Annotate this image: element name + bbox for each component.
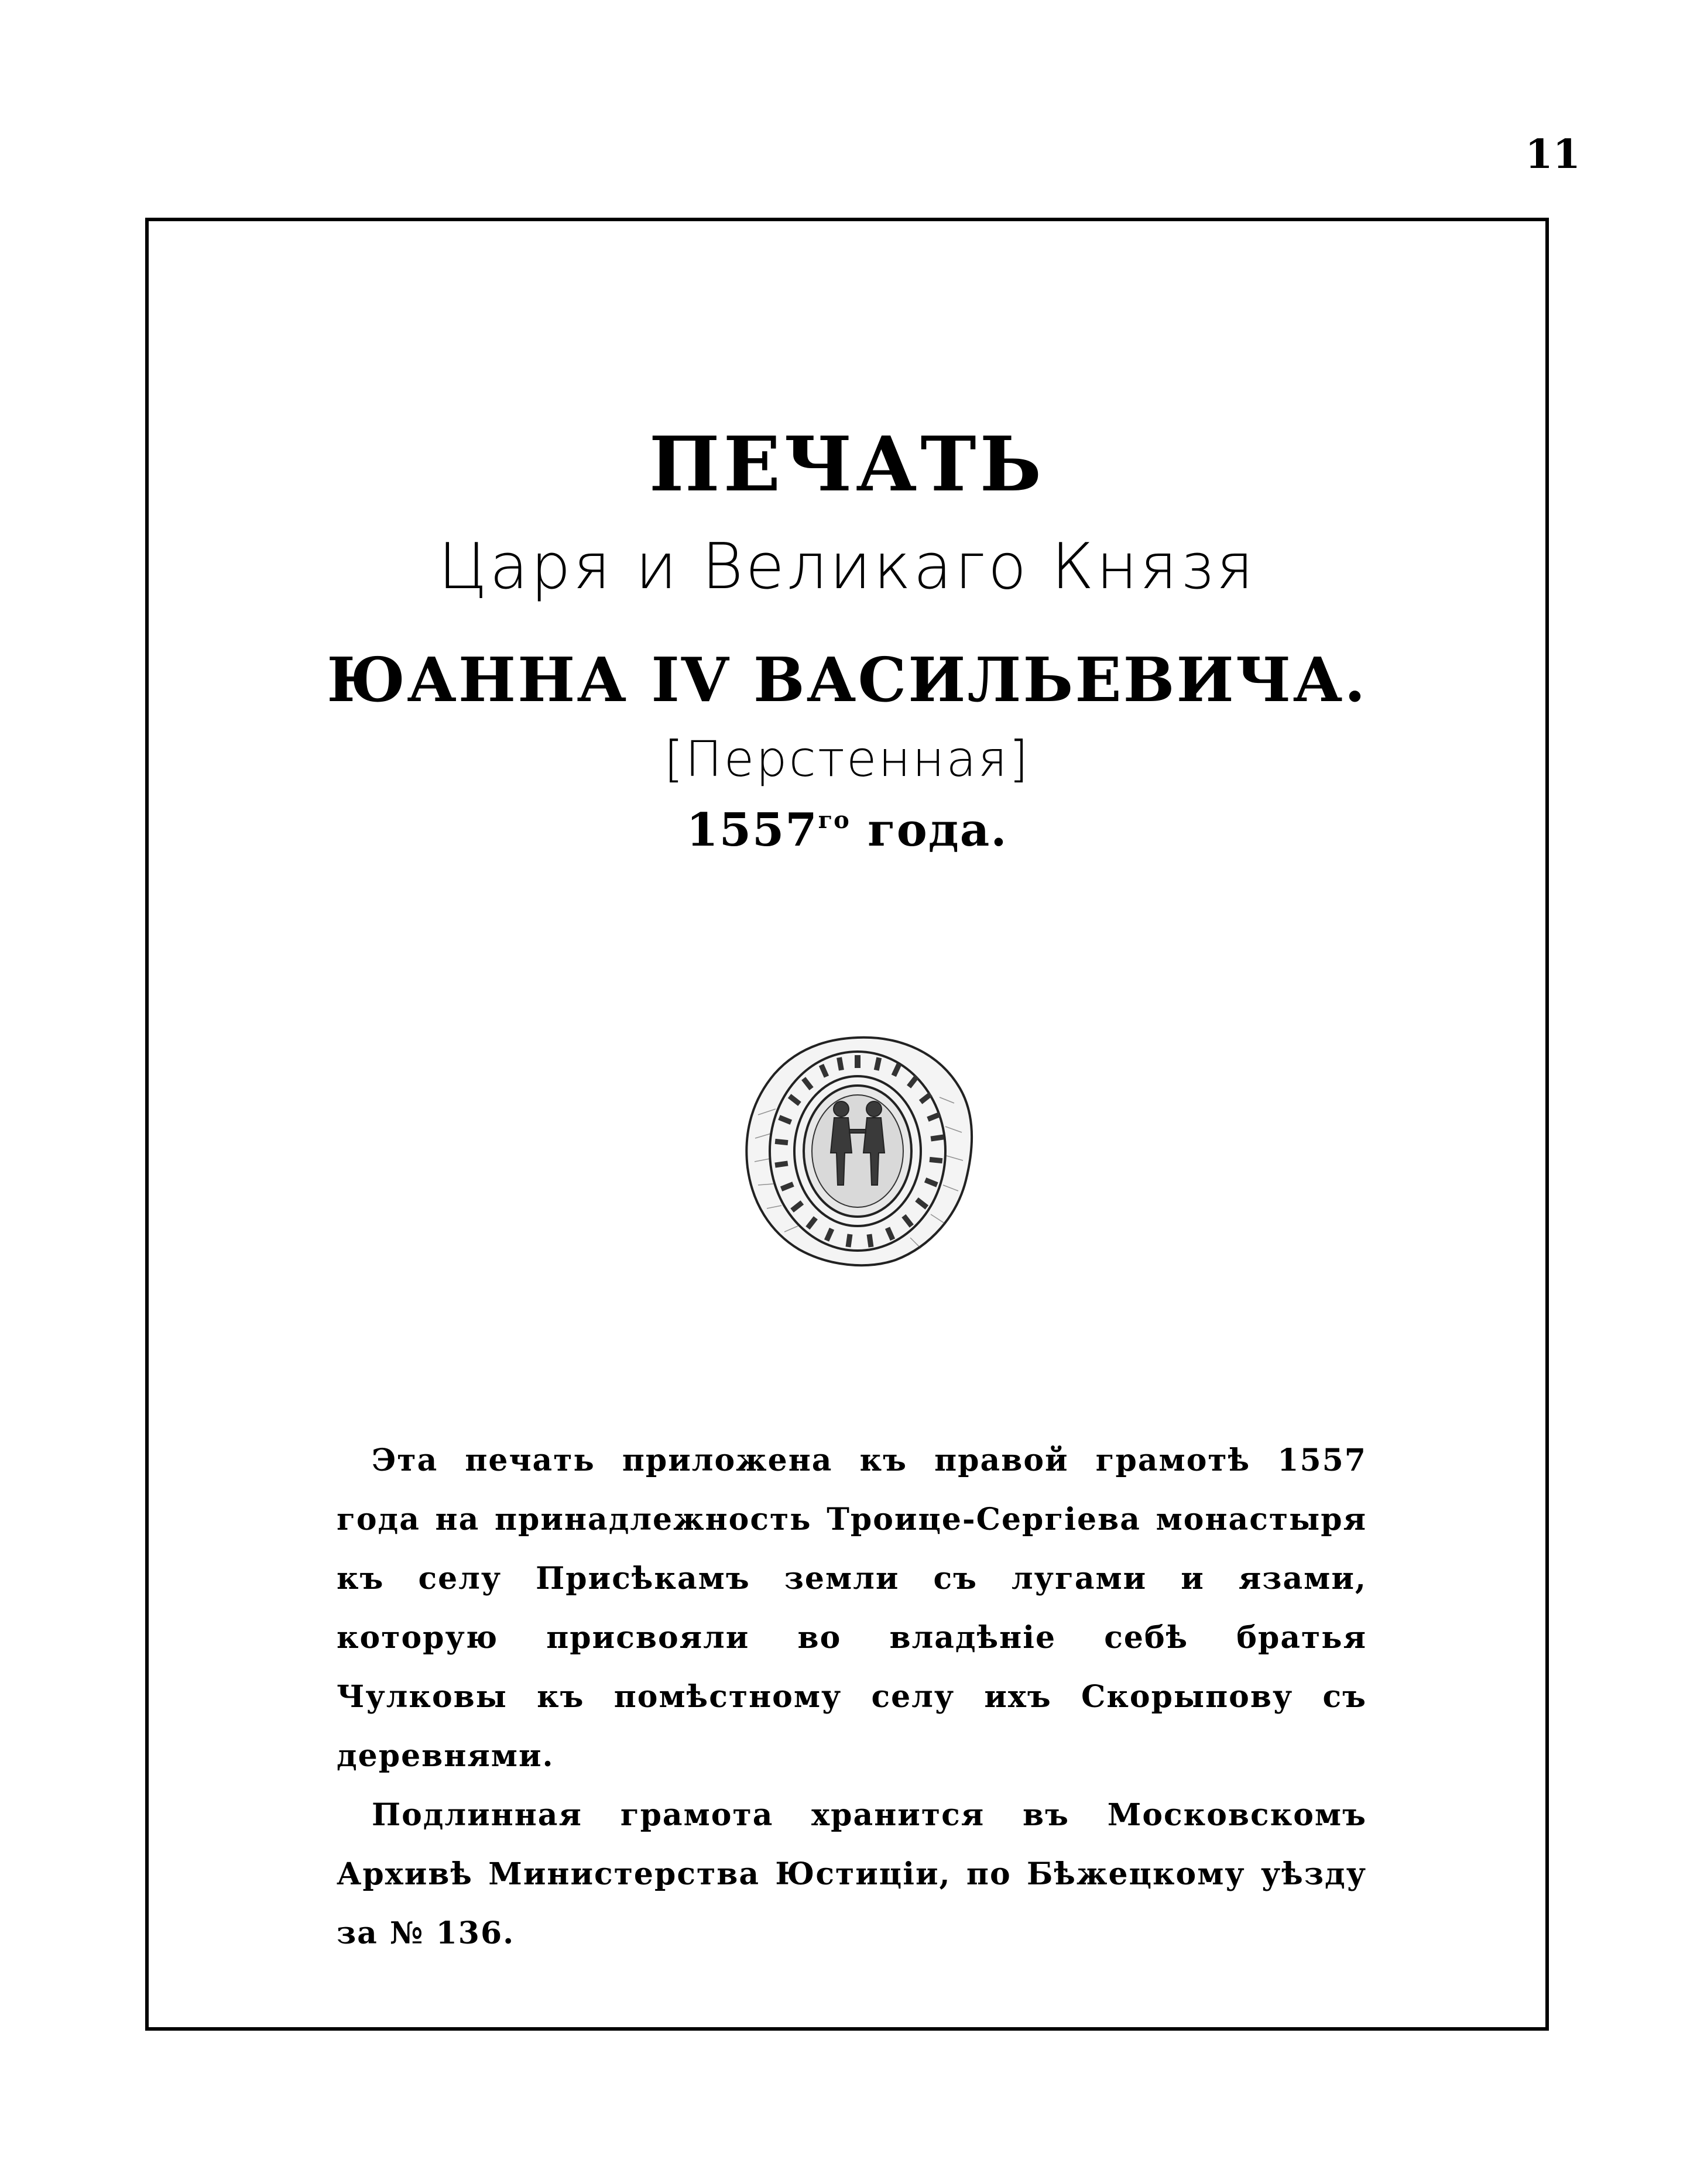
description-paragraph-2: Подлинная грамота хранится въ Московскомъ Архивѣ Министерства Юстиціи, по Бѣжецкому уѣзду за № 136. — [337, 1797, 1367, 1951]
title-year — [145, 803, 1549, 857]
title-main: ПЕЧАТЬ — [649, 421, 1045, 509]
description-paragraph-1: Эта печать приложена къ правой грамотѣ 1557 года на принадлежность Троице-Сергіева монастыря къ селу Присѣкамъ земли съ лугами и язами, которую присвояли во владѣніе себѣ братья Чулковы къ помѣстному селу ихъ Скорыпову съ деревнями. — [337, 1443, 1367, 1774]
year-word: года. — [867, 803, 1008, 857]
title-seal-type: [Перстенная] — [664, 730, 1030, 788]
page-number: 11 — [1525, 131, 1581, 178]
title-subtitle: Царя и Великаго Князя — [438, 530, 1256, 603]
title-name: ЮАННА IV ВАСИЛЬЕВИЧА. — [327, 644, 1367, 716]
year-suffix: го — [818, 806, 851, 834]
year-number: 1557 — [686, 803, 818, 857]
seal-description — [337, 1431, 1367, 1963]
seal-drawing — [735, 1027, 981, 1273]
wax-seal-icon — [735, 1027, 981, 1273]
